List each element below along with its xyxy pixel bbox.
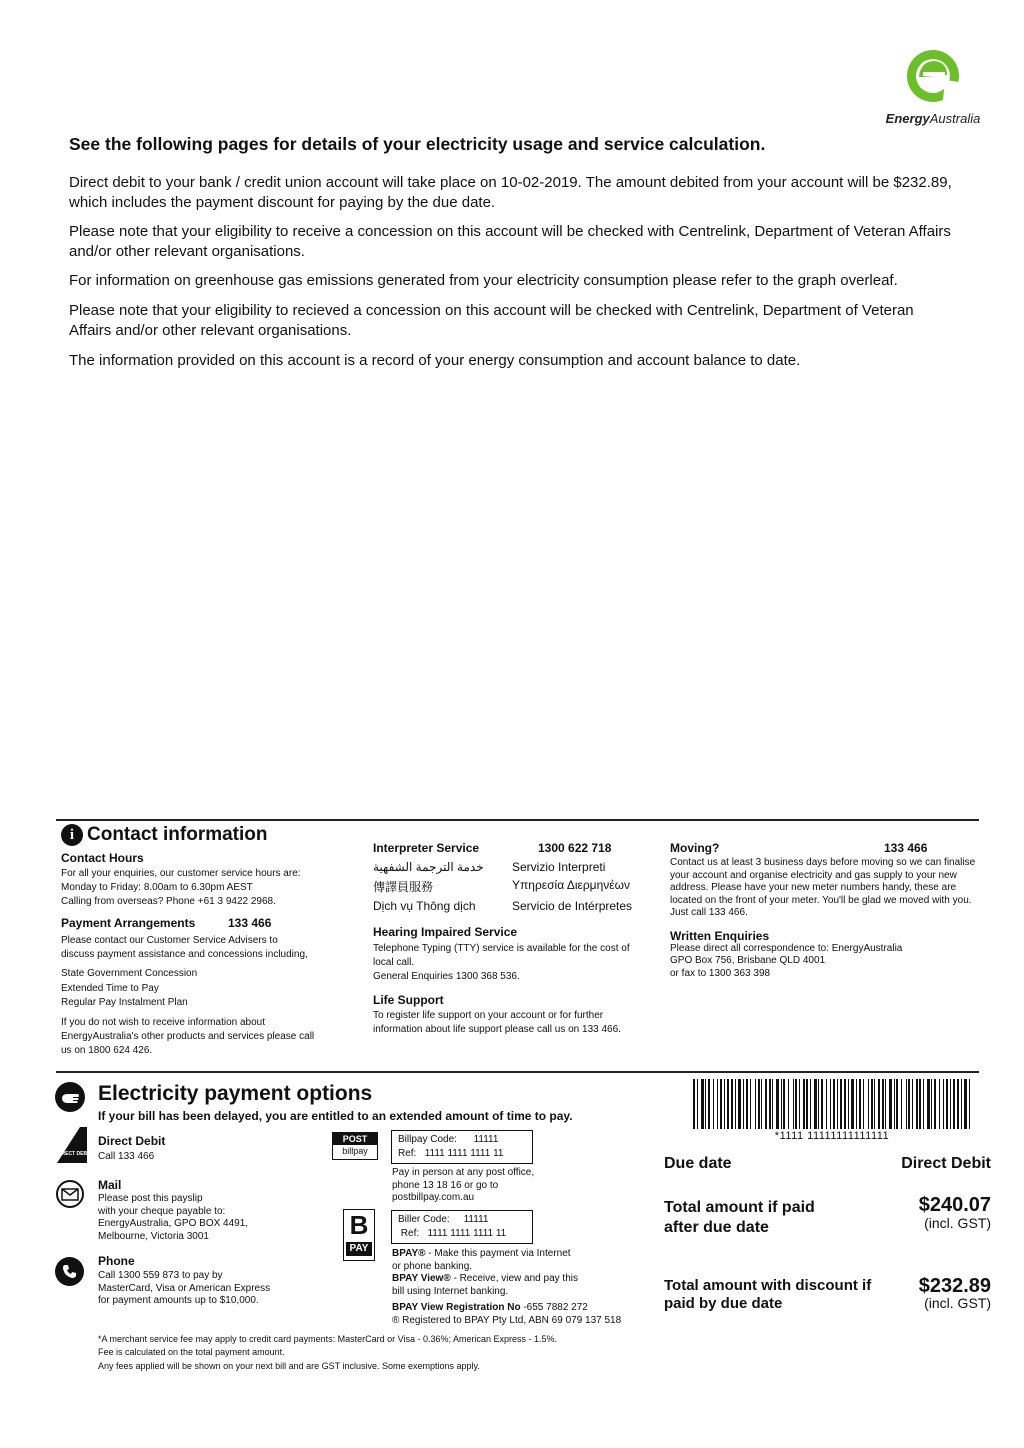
barcode — [693, 1079, 971, 1129]
billpay-text: Pay in person at any post office, phone 13 18 16 or go to postbillpay.com.au — [392, 1167, 535, 1203]
barcode-bar — [931, 1079, 932, 1129]
after-due-label: Total amount if paid after due date — [664, 1199, 815, 1236]
paragraph-direct-debit: Direct debit to your bank / credit union account will take place on 10-02-2019. The amount debited from your account will be $232.89, which includes the payment discount for paying by the due date. — [69, 174, 952, 211]
phone-title: Phone — [98, 1254, 135, 1268]
language-vietnamese: Dịch vụ Thông dịch — [373, 899, 476, 913]
hand-icon — [55, 1082, 85, 1112]
contact-column-left — [61, 851, 351, 1058]
payment-options-subtitle: If your bill has been delayed, you are entitled to an extended amount of time to pay. — [98, 1109, 573, 1123]
discount-gst: (incl. GST) — [924, 1295, 991, 1311]
info-icon: i — [61, 824, 83, 846]
barcode-bar — [908, 1079, 910, 1129]
barcode-bar — [906, 1079, 907, 1129]
after-due-amount: $240.07 — [918, 1194, 991, 1216]
phone-text: Call 1300 559 873 to pay by MasterCard, Visa or American Express for payment amounts up to $10,000. — [98, 1270, 271, 1306]
barcode-bar — [863, 1079, 864, 1129]
barcode-bar — [878, 1079, 880, 1129]
barcode-bar — [934, 1079, 936, 1129]
moving-text: Contact us at least 3 business days before moving so we can finalise your account and organise electricity and gas supply to your new address. Please have your new meter numbers handy, these are located on the front of your meter. You'll be glad we moved with you. Just call 133 466. — [670, 857, 976, 918]
barcode-bar — [833, 1079, 835, 1129]
barcode-bar — [769, 1079, 771, 1129]
mail-icon — [56, 1180, 84, 1208]
barcode-bar — [761, 1079, 762, 1129]
barcode-bar — [701, 1079, 704, 1129]
barcode-bar — [720, 1079, 722, 1129]
language-chinese: 傳譯員服務 — [373, 880, 434, 894]
barcode-bar — [746, 1079, 748, 1129]
barcode-bar — [919, 1079, 921, 1129]
life-support-text: To register life support on your account or for further information about life support please call us on 133 466. — [373, 1010, 621, 1035]
barcode-bar — [859, 1079, 861, 1129]
due-date-label: Due date — [664, 1155, 732, 1172]
interpreter-languages — [373, 860, 648, 913]
barcode-bar — [708, 1079, 710, 1129]
barcode-number: *1111 11111111111111 — [774, 1130, 890, 1142]
barcode-bar — [713, 1079, 714, 1129]
barcode-bar — [946, 1079, 948, 1129]
barcode-bar — [821, 1079, 823, 1129]
footnotes: *A merchant service fee may apply to credit card payments: MasterCard or Visa - 0.36%; American Express - 1.5%. Fee is calculated on the total payment amount. Any fees applied will be shown on your next bill and are GST inclusive. Some exemptions apply. — [98, 1334, 558, 1371]
barcode-bar — [826, 1079, 827, 1129]
barcode-bar — [844, 1079, 846, 1129]
barcode-bar — [735, 1079, 736, 1129]
interpreter-title: Interpreter Service 1300 622 718 — [373, 841, 612, 855]
contact-column-middle — [373, 841, 648, 1037]
energyaustralia-e-icon — [905, 48, 961, 104]
barcode-bar — [755, 1079, 756, 1129]
list-item: Regular Pay Instalment Plan — [61, 997, 188, 1008]
hearing-impaired-text: Telephone Typing (TTY) service is available for the cost of local call. General Enquiries 1300 368 536. — [373, 943, 630, 982]
language-greek: Υπηρεσία Διερμηνέων — [512, 878, 630, 892]
barcode-bar — [848, 1079, 849, 1129]
direct-debit-icon — [56, 1127, 92, 1163]
barcode-bar — [901, 1079, 902, 1129]
barcode-bar — [882, 1079, 884, 1129]
list-item: Extended Time to Pay — [61, 982, 159, 994]
payment-options-title: Electricity payment options — [98, 1082, 373, 1105]
direct-debit-text: Call 133 466 — [98, 1151, 155, 1162]
barcode-bar — [818, 1079, 819, 1129]
barcode-bar — [939, 1079, 940, 1129]
barcode-bar — [894, 1079, 895, 1129]
barcode-bar — [724, 1079, 725, 1129]
contact-hours-text: For all your enquiries, our customer service hours are: Monday to Friday: 8.00am to 6.30pm AEST Calling from overseas? Phone +61 3 9422 2968. — [61, 868, 301, 907]
barcode-bar — [758, 1079, 760, 1129]
barcode-bar — [781, 1079, 782, 1129]
contact-column-right — [670, 841, 980, 980]
barcode-bar — [772, 1079, 773, 1129]
barcode-bar — [806, 1079, 808, 1129]
mail-title: Mail — [98, 1178, 122, 1192]
barcode-bar — [697, 1079, 698, 1129]
list-item: State Government Concession — [61, 968, 198, 979]
barcode-bar — [793, 1079, 794, 1129]
barcode-bar — [765, 1079, 767, 1129]
paragraph-concession: Please note that your eligibility to receive a concession on this account will be checked with Centrelink, Department of Veteran Affairs and/or other relevant organisations. — [69, 223, 951, 260]
barcode-bar — [851, 1079, 854, 1129]
barcode-bar — [950, 1079, 951, 1129]
barcode-bar — [868, 1079, 869, 1129]
barcode-bar — [916, 1079, 918, 1129]
barcode-bar — [964, 1079, 967, 1129]
biller-code-box: Biller Code: 11111 Ref: 1111 1111 1111 11 — [391, 1210, 533, 1244]
barcode-bar — [795, 1079, 797, 1129]
divider-contact — [56, 819, 979, 821]
due-date-value: Direct Debit — [901, 1155, 991, 1172]
barcode-bar — [830, 1079, 831, 1129]
concessions-list — [61, 967, 351, 1011]
language-italian: Servizio Interpreti — [512, 860, 606, 874]
direct-debit-title: Direct Debit — [98, 1134, 166, 1148]
barcode-bar — [810, 1079, 811, 1129]
language-spanish: Servicio de Intérpretes — [512, 899, 633, 913]
barcode-bar — [840, 1079, 842, 1129]
language-arabic: خدمة الترجمة الشفهية — [373, 860, 484, 874]
barcode-bar — [837, 1079, 838, 1129]
barcode-bar — [874, 1079, 875, 1129]
moving-title: Moving? 133 466 — [670, 841, 928, 855]
barcode-bar — [856, 1079, 857, 1129]
mail-text: Please post this payslip with your cheque payable to: EnergyAustralia, GPO BOX 4491, Melbourne, Victoria 3001 — [98, 1193, 249, 1242]
barcode-bar — [693, 1079, 695, 1129]
barcode-bar — [896, 1079, 898, 1129]
billpay-code-box: Billpay Code: 11111 Ref: 1111 1111 1111 11 — [391, 1130, 533, 1164]
barcode-bar — [953, 1079, 955, 1129]
life-support-title: Life Support — [373, 993, 444, 1007]
barcode-bar — [803, 1079, 805, 1129]
barcode-bar — [743, 1079, 744, 1129]
discount-amount: $232.89 — [918, 1275, 991, 1297]
page-heading: See the following pages for details of your electricity usage and service calculation. — [69, 134, 766, 154]
contact-title: Contact information — [87, 824, 268, 845]
payment-arrangements-text: Please contact our Customer Service Advisers to discuss payment assistance and concessions including, — [61, 935, 308, 960]
barcode-bar — [738, 1079, 741, 1129]
hearing-impaired-title: Hearing Impaired Service — [373, 925, 518, 939]
barcode-bar — [923, 1079, 924, 1129]
barcode-bar — [788, 1079, 789, 1129]
bpay-logo: B PAY — [343, 1209, 375, 1261]
energyaustralia-logo — [878, 48, 988, 126]
contact-hours-title: Contact Hours — [61, 851, 144, 865]
barcode-bar — [783, 1079, 785, 1129]
barcode-bar — [943, 1079, 944, 1129]
barcode-bar — [727, 1079, 729, 1129]
bpay-text: BPAY® - Make this payment via Internet or phone banking. BPAY View® - Receive, view and pay this bill using Internet banking. BPAY View Registration No -655 7882 272 ® Registered to BPAY Pty Ltd, ABN 69 079 137 518 — [392, 1248, 622, 1326]
barcode-bar — [731, 1079, 733, 1129]
barcode-bar — [717, 1079, 718, 1129]
written-enquiries-text: Please direct all correspondence to: EnergyAustralia GPO Box 756, Brisbane QLD 4001 or fax to 1300 363 398 — [670, 942, 903, 979]
barcode-bar — [927, 1079, 930, 1129]
phone-icon — [55, 1257, 84, 1286]
optout-text: If you do not wish to receive information about EnergyAustralia's other products and services please call us on 1800 624 426. — [61, 1016, 315, 1056]
svg-text:DIRECT DEBIT: DIRECT DEBIT — [56, 1151, 92, 1157]
barcode-bar — [705, 1079, 706, 1129]
logo-text: EnergyAustralia — [885, 111, 981, 126]
paragraph-concession-2: Please note that your eligibility to recieved a concession on this account will be checked with Centrelink, Department of Veteran Affairs and/or other relevant organisations. — [69, 302, 914, 339]
divider-payment — [56, 1071, 979, 1073]
paragraph-greenhouse: For information on greenhouse gas emissions generated from your electricity consumption please refer to the graph overleaf. — [69, 272, 898, 289]
barcode-bar — [969, 1079, 970, 1129]
barcode-bar — [871, 1079, 873, 1129]
paragraph-record: The information provided on this account is a record of your energy consumption and account balance to date. — [69, 352, 801, 369]
barcode-bar — [799, 1079, 800, 1129]
post-billpay-logo: POST billpay — [332, 1132, 378, 1160]
barcode-bar — [912, 1079, 913, 1129]
barcode-bar — [750, 1079, 751, 1129]
barcode-bar — [957, 1079, 959, 1129]
written-enquiries-title: Written Enquiries — [670, 928, 770, 943]
barcode-bar — [961, 1079, 962, 1129]
payment-arrangements-title: Payment Arrangements 133 466 — [61, 916, 272, 930]
barcode-bar — [885, 1079, 886, 1129]
barcode-bar — [889, 1079, 892, 1129]
barcode-bar — [776, 1079, 779, 1129]
discount-label: Total amount with discount if paid by due date — [664, 1277, 872, 1312]
after-due-gst: (incl. GST) — [924, 1215, 991, 1231]
barcode-bar — [814, 1079, 817, 1129]
